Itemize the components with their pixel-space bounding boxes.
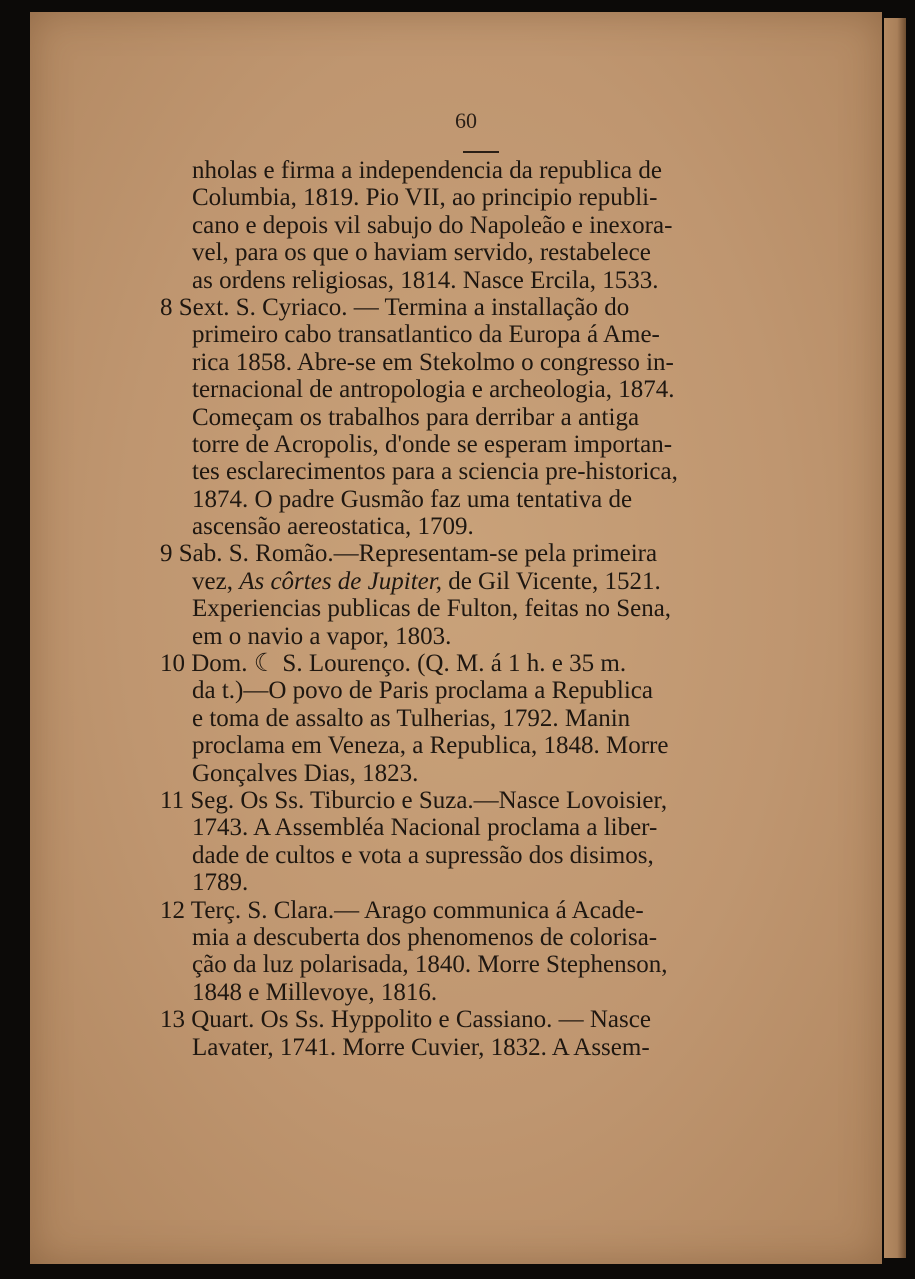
text-line-content: 1789. [192,869,249,897]
text-line-content: as ordens religiosas, 1814. Nasce Ercila, 1533. [192,266,659,294]
text-line-content: ascensão aereostatica, 1709. [192,513,474,541]
calendar-text [160,157,800,1061]
text-line-content: Columbia, 1819. Pio VII, ao principio republi- [192,184,658,212]
text-line [160,979,800,1006]
page-number: 60 [455,108,477,133]
text-line-content: Lavater, 1741. Morre Cuvier, 1832. A Assem- [192,1033,650,1061]
text-line [160,897,800,924]
text-line [160,623,800,650]
text-line [160,321,800,348]
text-line [160,294,800,321]
text-line-content: 1743. A Assembléa Nacional proclama a liber- [192,814,658,842]
text-line-content: dade de cultos e vota a supressão dos disimos, [192,841,654,869]
text-line [160,239,800,266]
text-line [160,458,800,485]
text-line [160,924,800,951]
text-line-content: mia a descuberta dos phenomenos de colorisa- [192,923,658,951]
text-line [160,1006,800,1033]
text-line [160,267,800,294]
text-line [160,814,800,841]
text-line [160,349,800,376]
text-line [160,157,800,184]
text-line [160,568,800,595]
text-line [160,540,800,567]
text-line [160,404,800,431]
text-line-content: em o navio a vapor, 1803. [192,622,452,650]
text-line [160,760,800,787]
text-line-content: rica 1858. Abre-se em Stekolmo o congresso in- [192,348,674,376]
text-line-content: primeiro cabo transatlantico da Europa á Ame- [192,321,660,349]
text-line [160,1034,800,1061]
text-line [160,431,800,458]
text-line-content: 8 Sext. S. Cyriaco. — Termina a installação do [160,293,630,321]
text-line [160,677,800,704]
text-line [160,212,800,239]
text-line [160,951,800,978]
text-line [160,732,800,759]
text-line-content: 9 Sab. S. Romão.—Representam-se pela primeira [160,540,658,568]
text-line-content: ção da luz polarisada, 1840. Morre Stephenson, [192,951,668,979]
italic-title: As côrtes de Jupiter, [239,567,442,595]
text-line-content: vel, para os que o haviam servido, restabelece [192,239,651,267]
text-line [160,869,800,896]
header-rule [463,151,499,153]
text-line [160,595,800,622]
text-line-content: torre de Acropolis, d'onde se esperam importan- [192,430,673,458]
text-line-content: 12 Terç. S. Clara.— Arago communica á Acade- [160,896,644,924]
page-edge [884,18,906,1258]
text-line [160,842,800,869]
text-line-content: Experiencias publicas de Fulton, feitas no Sena, [192,595,672,623]
text-line-content: vez, [192,567,240,595]
text-line [160,376,800,403]
text-line-content: Começam os trabalhos para derribar a antiga [192,403,640,431]
text-line [160,705,800,732]
text-line-content: 13 Quart. Os Ss. Hyppolito e Cassiano. — Nasce [160,1006,651,1034]
text-line-content: proclama em Veneza, a Republica, 1848. Morre [192,732,669,760]
text-line [160,787,800,814]
text-line-content: ternacional de antropologia e archeologia, 1874. [192,376,675,404]
text-line-content: 11 Seg. Os Ss. Tiburcio e Suza.—Nasce Lovoisier, [160,786,668,814]
text-line-content: cano e depois vil sabujo do Napoleão e inexora- [192,211,673,239]
text-line-rest: de Gil Vicente, 1521. [441,567,661,595]
text-line-content: 1848 e Millevoye, 1816. [192,978,438,1006]
text-line-content: e toma de assalto as Tulherias, 1792. Manin [192,704,631,732]
text-line [160,486,800,513]
text-line [160,513,800,540]
text-line-content: tes esclarecimentos para a sciencia pre-historica, [192,458,678,486]
text-line [160,184,800,211]
text-line-content: Gonçalves Dias, 1823. [192,759,419,787]
text-line-content: 10 Dom. ☾ S. Lourenço. (Q. M. á 1 h. e 35 m. [160,650,627,678]
text-line [160,650,800,677]
text-line-content: da t.)—O povo de Paris proclama a Republica [192,677,653,705]
text-line-content: 1874. O padre Gusmão faz uma tentativa de [192,485,633,513]
text-line-content: nholas e firma a independencia da republica de [192,157,662,184]
